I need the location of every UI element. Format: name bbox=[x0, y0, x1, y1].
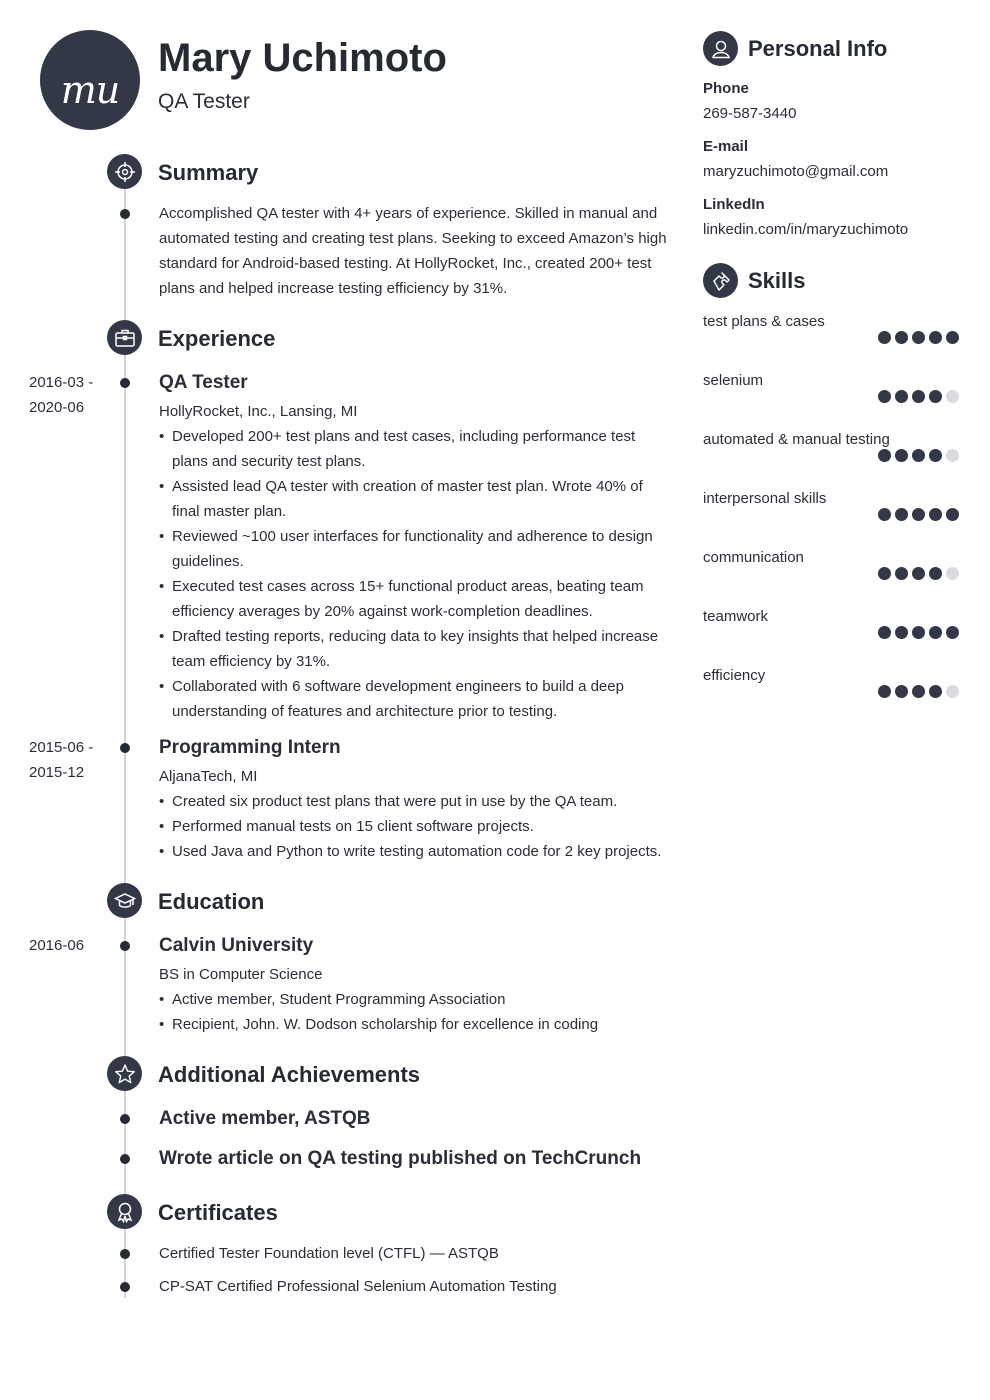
rating-dot-filled bbox=[895, 331, 908, 344]
job-2-title: Programming Intern bbox=[159, 737, 341, 758]
achievements-heading: Additional Achievements bbox=[158, 1062, 421, 1087]
timeline-dot bbox=[120, 743, 130, 753]
list-item: • Used Java and Python to write testing automation code for 2 key projects. bbox=[159, 839, 669, 864]
linkedin-value: linkedin.com/in/maryzuchimoto bbox=[703, 221, 909, 238]
skill-name: selenium bbox=[703, 372, 764, 389]
timeline-dot bbox=[120, 1154, 130, 1164]
rating-dot-empty bbox=[946, 449, 959, 462]
job-2-dates bbox=[29, 735, 109, 785]
candidate-role: QA Tester bbox=[158, 90, 250, 113]
timeline-dot bbox=[120, 209, 130, 219]
rating-dot-filled bbox=[912, 508, 925, 521]
experience-heading: Experience bbox=[158, 326, 276, 351]
list-item: • Active member, Student Programming Association bbox=[159, 987, 669, 1012]
skill-row bbox=[703, 607, 959, 657]
skill-row bbox=[703, 371, 959, 421]
linkedin-label: LinkedIn bbox=[703, 196, 765, 213]
skill-rating bbox=[878, 449, 959, 462]
job-1-company: HollyRocket, Inc., Lansing, MI bbox=[159, 403, 358, 420]
skill-rating bbox=[878, 331, 959, 344]
rating-dot-filled bbox=[895, 449, 908, 462]
certificate-item: CP-SAT Certified Professional Selenium Automation Testing bbox=[159, 1278, 557, 1295]
skill-rating bbox=[878, 626, 959, 639]
skill-name: communication bbox=[703, 549, 804, 566]
personal-info-heading: Personal Info bbox=[748, 36, 888, 61]
rating-dot-filled bbox=[929, 685, 942, 698]
rating-dot-filled bbox=[878, 449, 891, 462]
list-item: • Drafted testing reports, reducing data to key insights that helped increase team efficiency by 31%. bbox=[159, 624, 669, 674]
rating-dot-filled bbox=[895, 685, 908, 698]
job-1-date-start: 2016-03 - bbox=[29, 374, 94, 391]
rating-dot-empty bbox=[946, 567, 959, 580]
skill-name: interpersonal skills bbox=[703, 490, 827, 507]
timeline-dot bbox=[120, 941, 130, 951]
rating-dot-filled bbox=[912, 449, 925, 462]
target-icon bbox=[107, 154, 142, 189]
rating-dot-filled bbox=[929, 567, 942, 580]
summary-heading: Summary bbox=[158, 160, 259, 185]
rating-dot-filled bbox=[912, 331, 925, 344]
briefcase-icon bbox=[107, 320, 142, 355]
star-icon bbox=[107, 1056, 142, 1091]
rating-dot-empty bbox=[946, 390, 959, 403]
phone-value: 269-587-3440 bbox=[703, 105, 797, 122]
education-school: Calvin University bbox=[159, 935, 314, 956]
timeline-dot bbox=[120, 1114, 130, 1124]
timeline-dot bbox=[120, 1282, 130, 1292]
job-1-dates bbox=[29, 370, 109, 420]
job-2-bullets bbox=[159, 789, 669, 864]
skill-row bbox=[703, 430, 959, 480]
job-1-title: QA Tester bbox=[159, 372, 248, 393]
education-bullets bbox=[159, 987, 669, 1037]
avatar-initials: mu bbox=[60, 68, 120, 112]
rating-dot-empty bbox=[946, 685, 959, 698]
timeline-dot bbox=[120, 1249, 130, 1259]
skill-row bbox=[703, 548, 959, 598]
phone-label: Phone bbox=[703, 80, 749, 97]
list-item: • Performed manual tests on 15 client software projects. bbox=[159, 814, 669, 839]
rating-dot-filled bbox=[895, 508, 908, 521]
rating-dot-filled bbox=[912, 390, 925, 403]
rating-dot-filled bbox=[895, 390, 908, 403]
achievement-item: Wrote article on QA testing published on TechCrunch bbox=[159, 1148, 642, 1169]
timeline-dot bbox=[120, 378, 130, 388]
rating-dot-filled bbox=[912, 567, 925, 580]
person-icon bbox=[703, 31, 738, 66]
rating-dot-filled bbox=[912, 685, 925, 698]
skill-rating bbox=[878, 567, 959, 580]
skill-row bbox=[703, 489, 959, 539]
achievement-item: Active member, ASTQB bbox=[159, 1108, 371, 1129]
puzzle-icon bbox=[703, 263, 738, 298]
job-1-bullets bbox=[159, 424, 669, 724]
rating-dot-filled bbox=[946, 508, 959, 521]
list-item: • Created six product test plans that were put in use by the QA team. bbox=[159, 789, 669, 814]
list-item: • Collaborated with 6 software development engineers to build a deep understanding of features and architecture prior to testing. bbox=[159, 674, 669, 724]
summary-text: Accomplished QA tester with 4+ years of experience. Skilled in manual and automated testing and creating test plans. Seeking to exceed Amazon’s high standard for Android-based testing. At HollyRocket, Inc., created 200+ test plans and helped increase testing efficiency by 31%. bbox=[159, 205, 667, 297]
rating-dot-filled bbox=[878, 626, 891, 639]
education-date: 2016-06 bbox=[29, 937, 85, 954]
rating-dot-filled bbox=[895, 567, 908, 580]
rating-dot-filled bbox=[929, 390, 942, 403]
rating-dot-filled bbox=[912, 626, 925, 639]
skill-name: teamwork bbox=[703, 608, 769, 625]
email-value: maryzuchimoto@gmail.com bbox=[703, 163, 889, 180]
skill-name: automated & manual testing bbox=[703, 431, 890, 448]
avatar bbox=[40, 30, 140, 130]
certificates-heading: Certificates bbox=[158, 1200, 278, 1225]
rating-dot-filled bbox=[929, 331, 942, 344]
education-degree: BS in Computer Science bbox=[159, 966, 323, 983]
award-ribbon-icon bbox=[107, 1194, 142, 1229]
skill-name: efficiency bbox=[703, 667, 766, 684]
rating-dot-filled bbox=[895, 626, 908, 639]
skill-rating bbox=[878, 508, 959, 521]
job-2-company: AljanaTech, MI bbox=[159, 768, 258, 785]
rating-dot-filled bbox=[878, 567, 891, 580]
skill-name: test plans & cases bbox=[703, 313, 825, 330]
skill-rating bbox=[878, 685, 959, 698]
list-item: • Reviewed ~100 user interfaces for functionality and adherence to design guidelines. bbox=[159, 524, 669, 574]
skills-heading: Skills bbox=[748, 268, 806, 293]
education-heading: Education bbox=[158, 889, 265, 914]
rating-dot-filled bbox=[929, 508, 942, 521]
rating-dot-filled bbox=[946, 626, 959, 639]
rating-dot-filled bbox=[878, 685, 891, 698]
certificate-item: Certified Tester Foundation level (CTFL) — ASTQB bbox=[159, 1245, 499, 1262]
rating-dot-filled bbox=[929, 449, 942, 462]
email-label: E-mail bbox=[703, 138, 749, 155]
list-item: • Assisted lead QA tester with creation of master test plan. Wrote 40% of final master plan. bbox=[159, 474, 669, 524]
rating-dot-filled bbox=[878, 331, 891, 344]
skill-row bbox=[703, 312, 959, 362]
list-item: • Developed 200+ test plans and test cases, including performance test plans and security test plans. bbox=[159, 424, 669, 474]
list-item: • Executed test cases across 15+ functional product areas, beating team efficiency averages by 20% against work-completion deadlines. bbox=[159, 574, 669, 624]
rating-dot-filled bbox=[946, 331, 959, 344]
skill-row bbox=[703, 666, 959, 716]
rating-dot-filled bbox=[929, 626, 942, 639]
job-2-date-end: 2015-12 bbox=[29, 764, 85, 781]
job-2-date-start: 2015-06 - bbox=[29, 739, 94, 756]
job-1-date-end: 2020-06 bbox=[29, 399, 85, 416]
skill-rating bbox=[878, 390, 959, 403]
rating-dot-filled bbox=[878, 508, 891, 521]
candidate-name: Mary Uchimoto bbox=[158, 36, 447, 80]
graduation-cap-icon bbox=[107, 883, 142, 918]
rating-dot-filled bbox=[878, 390, 891, 403]
list-item: • Recipient, John. W. Dodson scholarship for excellence in coding bbox=[159, 1012, 669, 1037]
